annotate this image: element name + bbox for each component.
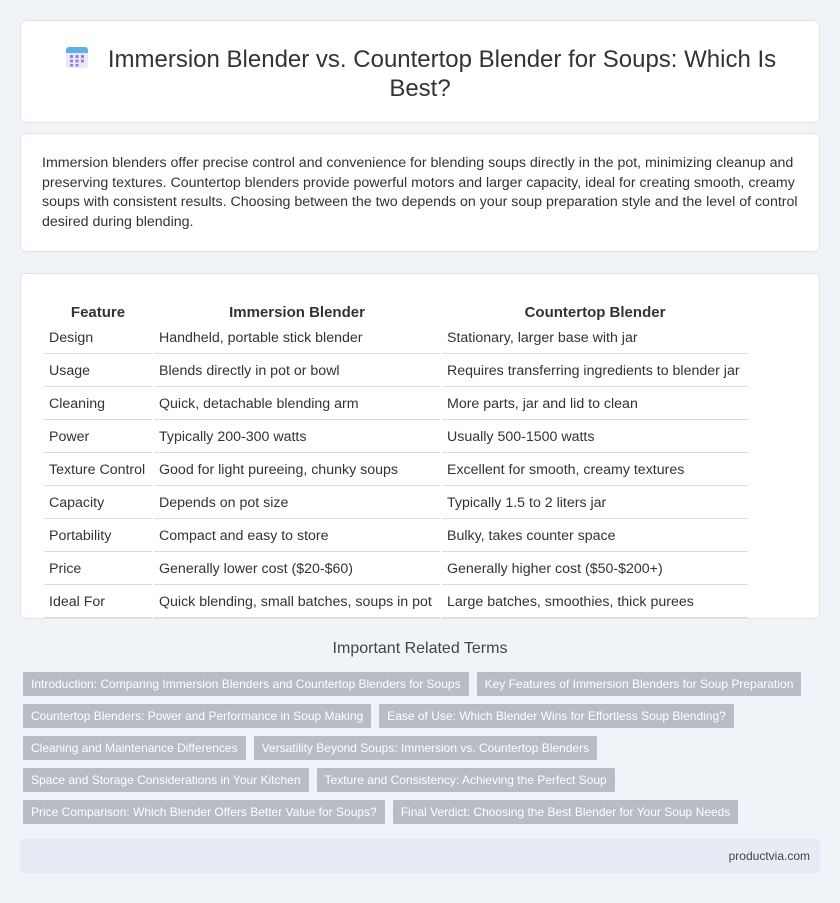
table-row [44, 455, 748, 486]
tag-row [23, 736, 823, 760]
immersion-cell: Good for light pureeing, chunky soups [154, 455, 440, 486]
table-row [44, 323, 748, 354]
header-card [20, 20, 820, 123]
calendar-grid-icon [64, 44, 90, 70]
immersion-cell: Compact and easy to store [154, 521, 440, 552]
immersion-cell: Blends directly in pot or bowl [154, 356, 440, 387]
tag-row [23, 800, 823, 824]
table-row [44, 488, 748, 519]
intro-card [20, 133, 820, 252]
related-terms-list [23, 672, 823, 832]
tag-row [23, 672, 823, 696]
related-term-tag[interactable]: Countertop Blenders: Power and Performance in Soup Making [23, 704, 371, 728]
related-terms-heading: Important Related Terms [332, 640, 508, 657]
table-row [44, 521, 748, 552]
table-row [44, 422, 748, 453]
table-row [44, 587, 748, 618]
countertop-cell: More parts, jar and lid to clean [442, 389, 748, 420]
countertop-cell: Stationary, larger base with jar [442, 323, 748, 354]
feature-cell: Cleaning [44, 389, 152, 420]
footer-bar [20, 839, 820, 873]
comparison-table [42, 294, 750, 620]
immersion-cell: Generally lower cost ($20-$60) [154, 554, 440, 585]
immersion-cell: Quick, detachable blending arm [154, 389, 440, 420]
immersion-cell: Handheld, portable stick blender [154, 323, 440, 354]
feature-cell: Ideal For [44, 587, 152, 618]
related-term-tag[interactable]: Texture and Consistency: Achieving the Perfect Soup [317, 768, 615, 792]
column-header-immersion: Immersion Blender [229, 304, 365, 321]
related-term-tag[interactable]: Final Verdict: Choosing the Best Blender for Your Soup Needs [393, 800, 739, 824]
related-term-tag[interactable]: Cleaning and Maintenance Differences [23, 736, 246, 760]
tag-row [23, 768, 823, 792]
feature-cell: Power [44, 422, 152, 453]
comparison-table-card [20, 273, 820, 619]
column-header-feature: Feature [70, 304, 126, 321]
immersion-cell: Depends on pot size [154, 488, 440, 519]
related-term-tag[interactable]: Ease of Use: Which Blender Wins for Effortless Soup Blending? [379, 704, 734, 728]
countertop-cell: Typically 1.5 to 2 liters jar [442, 488, 748, 519]
feature-cell: Usage [44, 356, 152, 387]
feature-cell: Capacity [44, 488, 152, 519]
related-term-tag[interactable]: Key Features of Immersion Blenders for Soup Preparation [477, 672, 802, 696]
related-term-tag[interactable]: Price Comparison: Which Blender Offers Better Value for Soups? [23, 800, 385, 824]
countertop-cell: Generally higher cost ($50-$200+) [442, 554, 748, 585]
table-header-row [44, 296, 748, 321]
countertop-cell: Bulky, takes counter space [442, 521, 748, 552]
related-term-tag[interactable]: Introduction: Comparing Immersion Blenders and Countertop Blenders for Soups [23, 672, 469, 696]
page-title-container [61, 44, 779, 103]
feature-cell: Price [44, 554, 152, 585]
immersion-cell: Typically 200-300 watts [154, 422, 440, 453]
related-term-tag[interactable]: Space and Storage Considerations in Your Kitchen [23, 768, 309, 792]
table-row [44, 554, 748, 585]
table-row [44, 356, 748, 387]
countertop-cell: Usually 500-1500 watts [442, 422, 748, 453]
table-row [44, 389, 748, 420]
immersion-cell: Quick blending, small batches, soups in pot [154, 587, 440, 618]
tag-row [23, 704, 823, 728]
countertop-cell: Large batches, smoothies, thick purees [442, 587, 748, 618]
related-term-tag[interactable]: Versatility Beyond Soups: Immersion vs. Countertop Blenders [254, 736, 598, 760]
intro-paragraph: Immersion blenders offer precise control and convenience for blending soups directly in the pot, minimizing cleanup and preserving textures. Countertop blenders provide powerful motors and larger capacity, ideal for creating smooth, creamy soups with consistent results. Choosing between the two depends on your soup preparation style and the level of control desired during blending. [42, 155, 798, 230]
footer-site-link[interactable]: productvia.com [728, 849, 810, 863]
page-title: Immersion Blender vs. Countertop Blender for Soups: Which Is Best? [107, 46, 777, 102]
feature-cell: Texture Control [44, 455, 152, 486]
countertop-cell: Excellent for smooth, creamy textures [442, 455, 748, 486]
feature-cell: Portability [44, 521, 152, 552]
feature-cell: Design [44, 323, 152, 354]
countertop-cell: Requires transferring ingredients to blender jar [442, 356, 748, 387]
column-header-countertop: Countertop Blender [524, 304, 666, 321]
